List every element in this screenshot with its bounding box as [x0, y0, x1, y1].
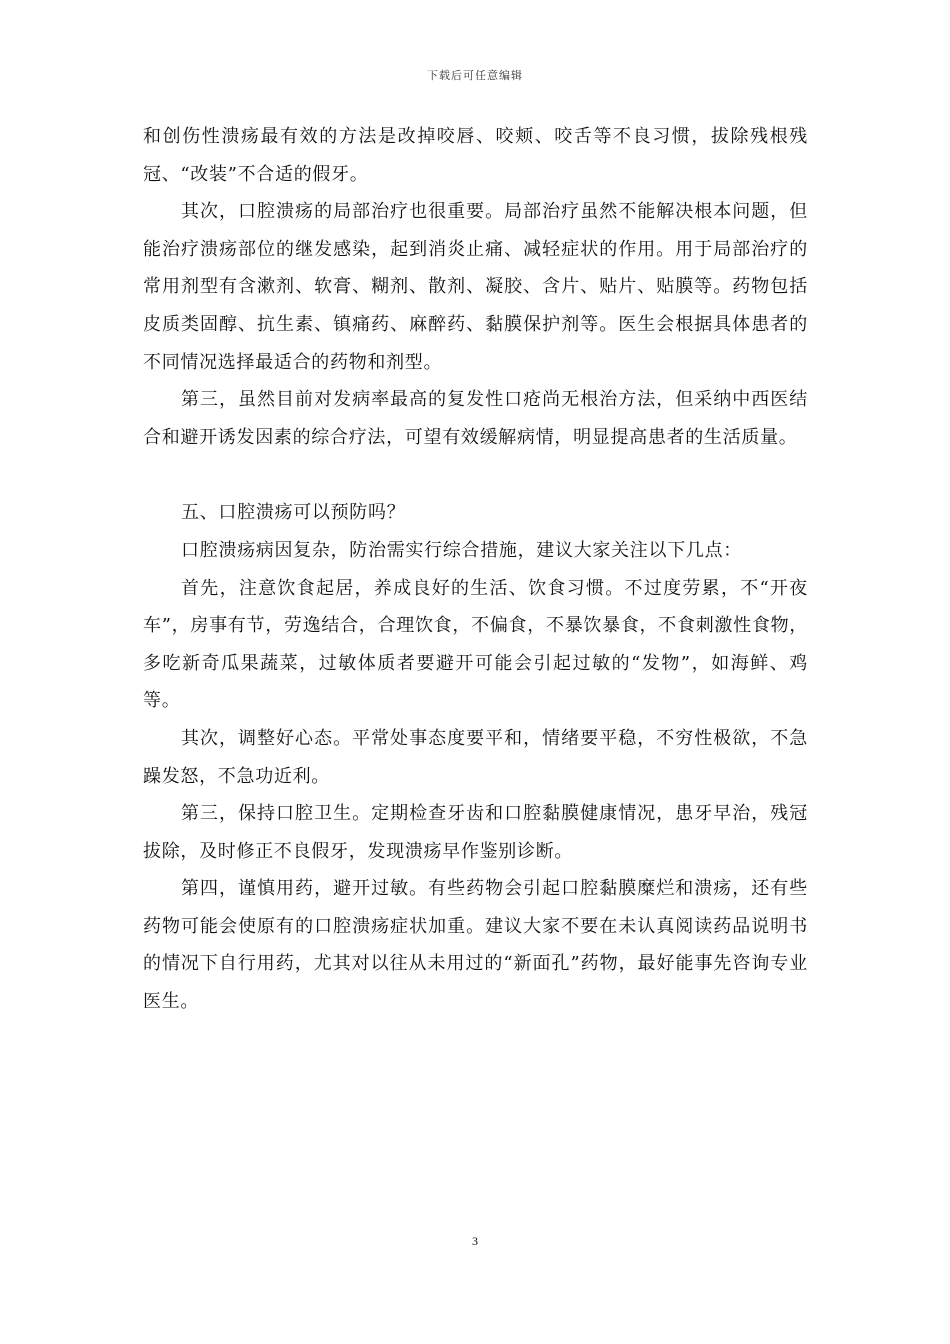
section-heading: 五、口腔溃疡可以预防吗？ — [181, 502, 406, 524]
paragraph-mindset: 其次，调整好心态。平常处事态度要平和，情绪要平稳，不穷性极欲，不急躁发怒，不急功近利。 — [143, 727, 808, 787]
document-body — [143, 118, 808, 1021]
paragraph-prevention-intro: 口腔溃疡病因复杂，防治需实行综合措施，建议大家关注以下几点： — [181, 539, 742, 561]
paragraph-continuation: 和创伤性溃疡最有效的方法是改掉咬唇、咬颊、咬舌等不良习惯，拔除残根残冠、“改装”不合适的假牙。 — [143, 126, 808, 185]
paragraph-local-treatment: 其次，口腔溃疡的局部治疗也很重要。局部治疗虽然不能解决根本问题，但能治疗溃疡部位的继发感染，起到消炎止痛、减轻症状的作用。用于局部治疗的常用剂型有含漱剂、软膏、糊剂、散剂、凝胶、含片、贴片、贴膜等。药物包括皮质类固醇、抗生素、镇痛药、麻醉药、黏膜保护剂等。医生会根据具体患者的不同情况选择最适合的药物和剂型。 — [143, 201, 808, 373]
paragraph-oral-hygiene: 第三，保持口腔卫生。定期检查牙齿和口腔黏膜健康情况，患牙早治，残冠拔除，及时修正不良假牙，发现溃疡早作鉴别诊断。 — [143, 803, 808, 862]
paragraph-combined-therapy: 第三，虽然目前对发病率最高的复发性口疮尚无根治方法，但采纳中西医结合和避开诱发因素的综合疗法，可望有效缓解病情，明显提高患者的生活质量。 — [143, 389, 808, 448]
page-number: 3 — [472, 1234, 478, 1248]
page-header: 下载后可任意编辑 — [427, 69, 523, 82]
section-spacer — [143, 456, 808, 494]
paragraph-diet-habits: 首先，注意饮食起居，养成良好的生活、饮食习惯。不过度劳累，不“开夜车”，房事有节，劳逸结合，合理饮食，不偏食，不暴饮暴食，不食刺激性食物，多吃新奇瓜果蔬菜，过敏体质者要避开可能会引起过敏的“发物”，如海鲜、鸡等。 — [143, 577, 808, 712]
paragraph-medication: 第四，谨慎用药，避开过敏。有些药物会引起口腔黏膜糜烂和溃疡，还有些药物可能会使原有的口腔溃疡症状加重。建议大家不要在未认真阅读药品说明书的情况下自行用药，尤其对以往从未用过的“新面孔”药物，最好能事先咨询专业医生。 — [143, 878, 808, 1013]
